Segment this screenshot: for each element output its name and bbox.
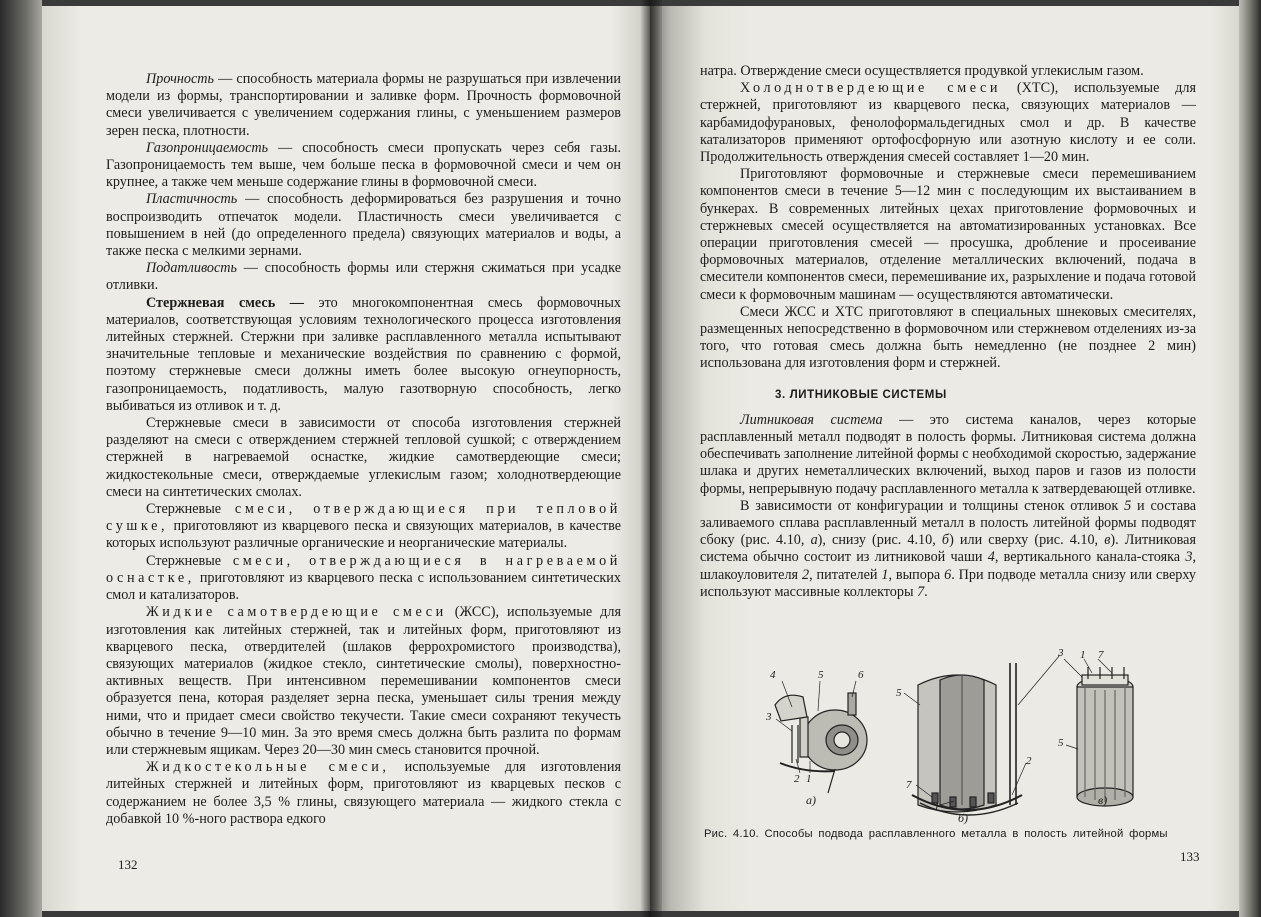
figure-callout-c-3: 3 [1058,647,1064,659]
figure-callout-b-7: 7 [906,779,912,791]
figure-callout-a-3: 3 [766,711,772,723]
styled-term: Литниковая система [740,411,883,428]
text-run: (ХТС), используемые для стержней, приготовляют из кварцевого песка, связующих материалов — карбамидофурановых, фенолоформальдегидных смол и др. В качестве катализаторов применяют ортофосфорную или азотную кислоту и ее соли. Продолжительность отверждения смесей составляет 1—20 мин. [700,80,1197,166]
styled-term: Пластичность [146,191,238,208]
left-page-text [106,71,621,828]
left-page-number: 132 [118,857,138,872]
paragraph [106,501,621,553]
styled-term: Газопроницаемость [146,139,269,156]
styled-term: в [1104,532,1111,549]
figure-panel-a-drawing [775,693,867,793]
text-run: . [924,583,928,600]
text-run: — способность смеси пропускать через себя газы. Газопроницаемость тем выше, чем больше песка в формовочной смеси и чем он крупнее, а также чем меньше содержание глины в формовочной смеси. [106,139,621,191]
styled-term: Стержневая смесь — [146,294,304,311]
figure-4-10 [720,645,1200,830]
figure-drawing [720,645,1200,830]
text-run: , шлакоуловителя [700,549,1196,583]
text-run: ). Литниковая система обычно состоит из литниковой чаши [700,532,1196,566]
text-run: . При подводе металла снизу или сверху используют массивные коллекторы [700,566,1196,600]
figure-panel-label-b: б) [958,811,969,825]
styled-term: 4 [987,549,995,566]
paragraph [106,415,621,501]
figure-panel-c-drawing [1077,667,1133,806]
styled-term: Жидкостекольные смеси, [146,759,390,776]
styled-term: Холоднотвердеющие смеси [740,80,1002,97]
text-run: ), снизу (рис. 4.10, [817,532,942,549]
text-run: используемые для изготовления литейных стержней и литейных форм, приготовляют из кварцевых песков с содержанием не более 3,5 % глины, связующего материала — жидкого стекла с добавкой 10 %-ного раствора едкого [106,759,621,827]
text-run: , выпора [888,566,945,583]
figure-callout-b-2: 2 [1026,755,1032,767]
styled-term: 7 [917,583,925,600]
text-run: это многокомпонентная смесь формовочных материалов, соответствующая условиям технологического процесса изготовления литейных стержней. Стержни при заливке расплавленного металла испытывают значительные тепловые и механические воздействия по сравнению с формой, поэтому стержневые смеси должны иметь более высокую огнеупорность, газопроницаемость, податливость, малую газотворную способность, легко выбиваться из отливок и т. д. [106,294,621,414]
text-run: Стержневые [146,552,233,569]
text-run: , питателей [809,566,882,583]
text-run: и состава заливаемого сплава расплавленный металл в полость литейной формы подводят сбоку (рис. 4.10, [700,497,1197,549]
paragraph [106,140,621,192]
figure-callout-a-5: 5 [818,669,824,681]
text-run: приготовляют из кварцевого песка с использованием синтетических смол и катализаторов. [106,569,621,604]
styled-term: б [941,532,950,549]
text-run: (ЖСС), используемые для изготовления как литейных стержней, так и литейных форм, приготовляют из кварцевого песка, отвердителей (шлаков феррохромистого производства), связующих материалов (жидкое стекло, синтетические смолы), поверхностно-активных веществ. При интенсивном перемешивании компонентов смеси образуется пена, которая разделяет зерна песка, уменьшает силы трения между ними, что и придает смеси свойство текучести. Такие смеси сохраняют текучесть обычно в течение 9—10 мин. За это время смесь должна быть разлита по формам или стержневым ящикам. Через 20—30 мин смесь становится прочной. [106,604,621,758]
book-edge-left [0,0,42,917]
book-edge-right [1239,0,1261,917]
text-run: приготовляют из кварцевого песка и связующих материалов, в качестве которых используют различные органические и неорганические материалы. [106,518,621,552]
paragraph [106,260,621,294]
figure-callout-c-5: 5 [1058,737,1064,749]
text-run: Приготовляют формовочные и стержневые смеси перемешиванием компонентов смеси в течение 5—12 мин с последующим их выстаиванием в бункерах. В современных литейных цехах приготовление формовочных и стержневых смесей осуществляется на автоматизированных установках. Все операции приготовления смесей — просушка, дробление и просеивание формовочных материалов, отделение металлических включений, подача в смесители компонентов смеси, перемешивание их, разрыхление и подача готовой смеси к формовочным машинам — осуществляются автоматически. [700,166,1196,303]
figure-callout-a-2: 2 [794,773,800,785]
paragraph [106,759,621,828]
styled-term: 6 [944,566,952,583]
figure-panel-b-drawing [912,663,1022,815]
styled-term: а [810,532,818,549]
styled-term: 2 [801,566,810,583]
paragraph [700,166,1196,304]
figure-callout-c-1: 1 [1080,649,1086,661]
figure-callout-c-7: 7 [1098,649,1104,661]
text-run: Смеси ЖСС и ХТС приготовляют в специальных шнековых смесителях, размещенных непосредственно в формовочном или стержневом отделениях из-за того, что готовая смесь должна быть немедленно (не позднее 2 мин) использована для изготовления форм и стержней. [700,303,1196,372]
paragraph [700,63,1196,80]
text-run: , вертикального канала-стояка [994,549,1186,566]
styled-term: 1 [881,566,889,583]
styled-term: Податливость [146,260,238,277]
text-run: — способность формы или стержня сжиматься при усадке отливки. [106,260,621,294]
paragraph [700,80,1196,166]
text-run: ) или сверху (рис. 4.10, [949,532,1105,549]
text-run: Стержневые [146,501,235,518]
paragraph [106,71,621,140]
text-run: — это система каналов, через которые расплавленный металл подводят в полость формы. Литниковая система должна обеспечивать заполнение литейной формы с необходимой скоростью, задержание шлака и других неметаллических включений, выход паров и газов из полости формы, непрерывную подачу расплавленного металла к затвердевающей отливке. [700,411,1196,497]
paragraph [106,553,621,605]
paragraph [700,412,1196,498]
figure-callout-a-4: 4 [770,669,776,681]
styled-term: смеси, отверждающиеся при тепловой сушке, [106,501,621,535]
figure-caption: Рис. 4.10. Способы подвода расплавленного металла в полость литейной формы [704,828,1168,840]
right-page-text [700,63,1196,601]
right-page-paragraphs-after [700,412,1196,601]
figure-callout-a-6: 6 [858,669,864,681]
styled-term: 3 [1185,549,1193,566]
paragraph [700,498,1196,601]
text-run: — способность деформироваться без разрушения и точно воспроизводить отпечаток модели. Пластичность смеси увеличивается с повышением в ней (до определенного предела) связующих материалов и воды, а также песка с мелкими зернами. [106,191,621,260]
paragraph [106,295,621,415]
paragraph [700,304,1196,373]
text-run: Стержневые смеси в зависимости от способа изготовления стержней разделяют на смеси с отверждением стержней тепловой сушкой; с отверждением стержней в нагреваемой оснастке, жидкие самотвердеющие смеси; жидкостекольные смеси, отверждаемые углекислым газом; холоднотвердеющие смеси на синтетических смолах. [106,415,621,500]
styled-term: Прочность [146,71,214,87]
right-page-paragraphs-before [700,63,1196,373]
right-page-number: 133 [1180,849,1200,864]
text-run: — способность материала формы не разрушаться при извлечении модели из формы, транспортировании и заливке форм. Прочность формовочной смеси увеличивается с увеличением содержания глины, с уменьшением размеров зерен песка, плотности. [106,71,621,139]
book-gutter [640,0,662,917]
styled-term: смеси, отверждающиеся в нагреваемой оснастке, [106,552,621,586]
styled-term: Жидкие самотвердеющие смеси [146,604,447,621]
text-run: В зависимости от конфигурации и толщины стенок отливок [740,497,1125,514]
figure-callout-a-1: 1 [806,773,812,785]
figure-panel-label-c: в) [1098,793,1108,807]
paragraph [106,191,621,260]
styled-term: 5 [1124,497,1132,514]
figure-callout-b-1: 1 [934,801,940,813]
figure-panel-label-a: а) [806,793,816,807]
text-run: натра. Отверждение смеси осуществляется продувкой углекислым газом. [700,63,1144,79]
figure-callout-b-5: 5 [896,687,902,699]
section-heading: 3. ЛИТНИКОВЫЕ СИСТЕМЫ [775,388,947,401]
paragraph [106,604,621,759]
